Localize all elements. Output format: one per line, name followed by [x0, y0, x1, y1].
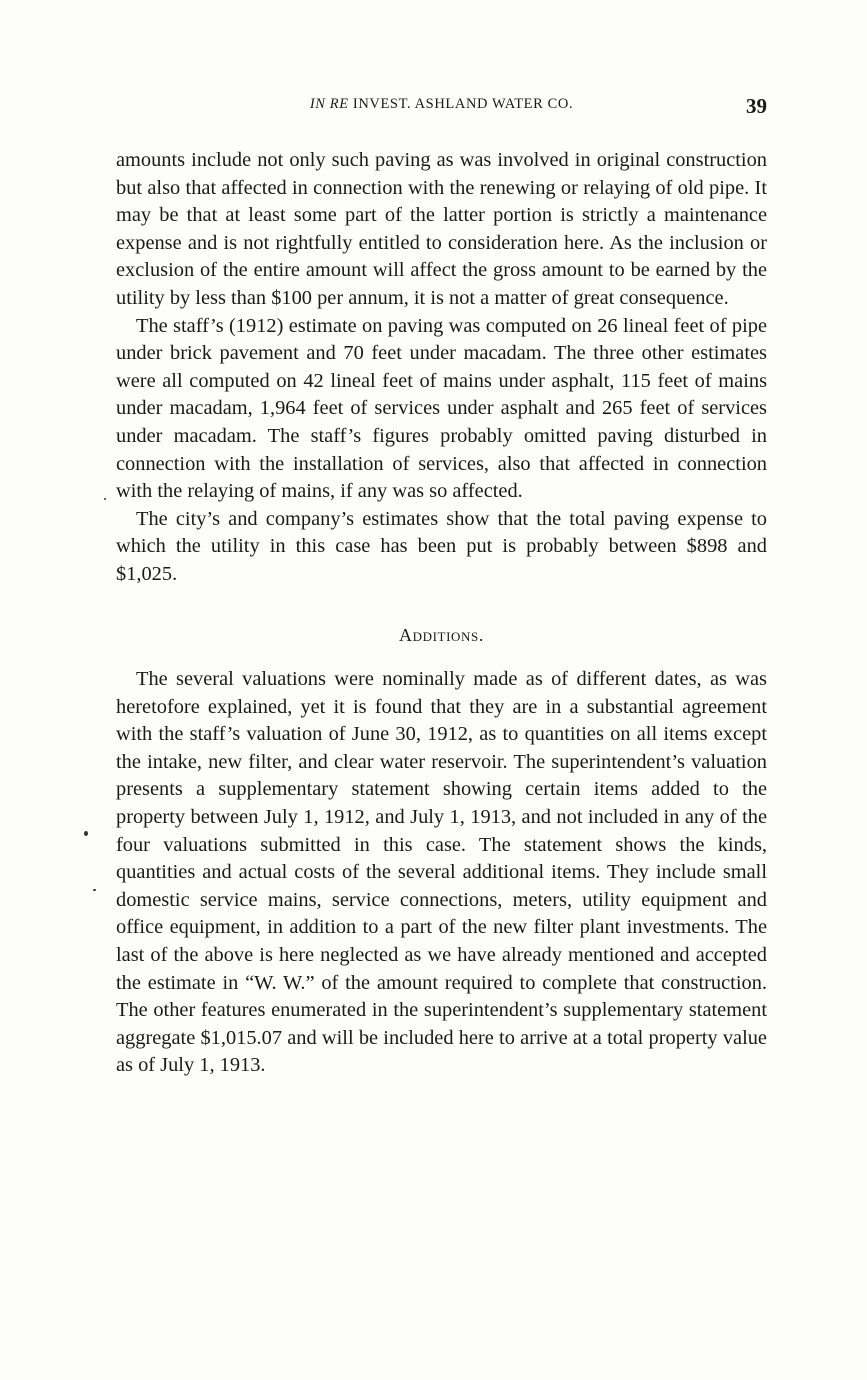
paragraph-continued: amounts include not only such paving as was involved in original construction but also that affected in connection with the renewing or relaying of old pipe. It may be that at least some part of the latter portion is strictly a maintenance expense and is not rightfully entitled to consideration here. As the inclusion or exclusion of the entire amount will affect the gross amount to be earned by the utility by less than $100 per annum, it is not a matter of great consequence. [116, 149, 767, 309]
running-header [116, 94, 767, 124]
paragraph: The several valuations were nominally made as of different dates, as was heretofore explained, yet it is found that they are in a substantial agreement with the staff’s valuation of June 30, 1912, as to quantities on all items except the intake, new filter, and clear water reservoir. The superintendent’s valuation presents a supplementary statement showing certain items added to the property between July 1, 1912, and July 1, 1913, and not included in any of the four valuations submitted in this case. The statement shows the kinds, quantities and actual costs of the several additional items. They include small domestic service mains, service connections, meters, utility equipment and office equipment, in addition to a part of the new filter plant investments. The last of the above is here neglected as we have already mentioned and accepted the estimate in “W. W.” of the amount required to complete that construction. The other features enumerated in the superintendent’s supplementary statement aggregate $1,015.07 and will be included here to arrive at a total property value as of July 1, 1913. [116, 668, 767, 1077]
running-title-italic: IN RE [309, 96, 349, 112]
body-text [116, 147, 767, 1080]
paragraph: The city’s and company’s estimates show that the total paving expense to which the utility in this case has been put is probably between $898 and $1,025. [116, 507, 767, 585]
section-heading: Additions. [399, 624, 484, 645]
print-speck [93, 889, 96, 891]
paragraph: The staff’s (1912) estimate on paving was computed on 26 lineal feet of pipe under brick pavement and 70 feet under macadam. The three other estimates were all computed on 42 lineal feet of mains under asphalt, 115 feet of mains under macadam, 1,964 feet of services under asphalt and 265 feet of services under macadam. The staff’s figures probably omitted paving disturbed in connection with the installation of services, also that affected in connection with the relaying of mains, if any was so affected. [116, 314, 767, 503]
print-speck [84, 831, 88, 836]
print-speck [104, 498, 106, 500]
running-title-text: INVEST. ASHLAND WATER CO. [352, 96, 574, 112]
page-number: 39 [746, 94, 767, 118]
running-title [116, 96, 767, 113]
